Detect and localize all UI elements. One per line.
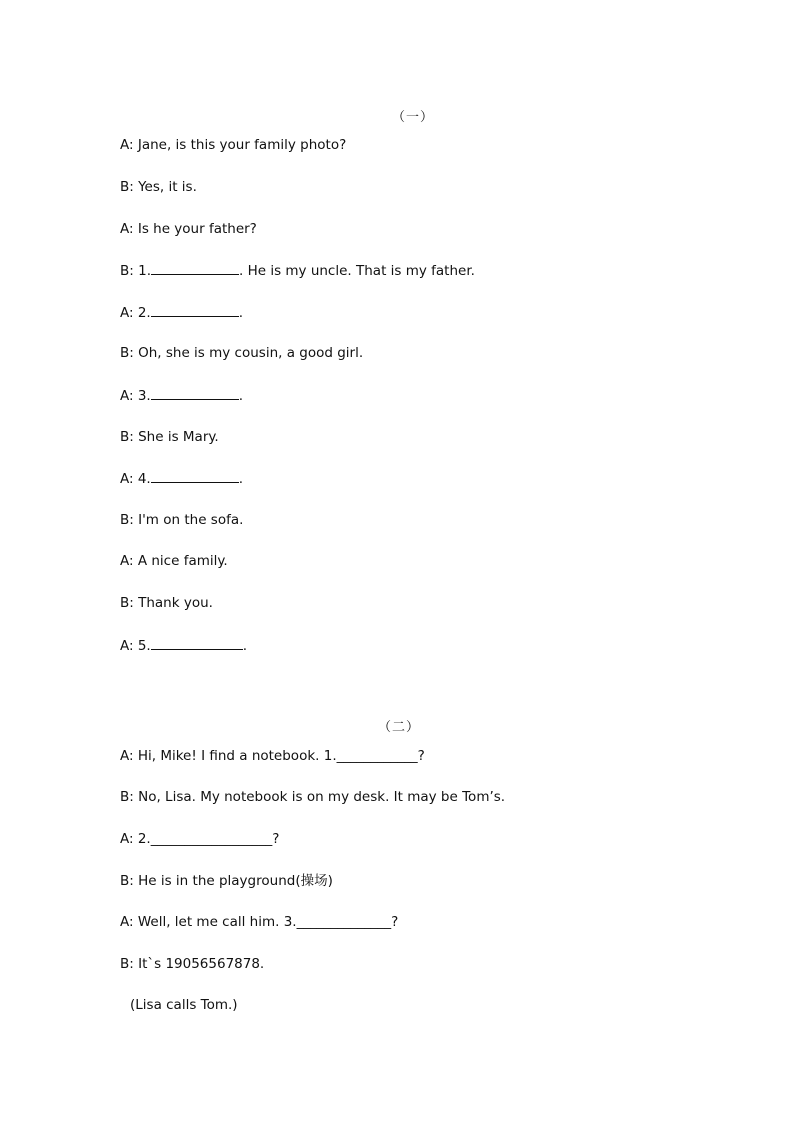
dialogue-text: B: He is in the playground(操场) <box>120 873 333 889</box>
dialogue-line <box>120 511 243 529</box>
dialogue-line <box>120 872 333 890</box>
dialogue-text: . <box>238 305 244 321</box>
answer-blank-3[interactable] <box>151 386 239 400</box>
dialogue-line <box>120 469 243 488</box>
answer-blank-1[interactable] <box>151 261 239 275</box>
dialogue-line <box>120 303 243 322</box>
dialogue-line <box>120 955 264 973</box>
dialogue-line <box>120 594 213 612</box>
answer-blank-2[interactable] <box>151 303 239 317</box>
dialogue-line <box>120 220 257 238</box>
dialogue-line <box>120 428 219 446</box>
dialogue-line <box>120 261 475 280</box>
stage-direction <box>130 996 238 1014</box>
dialogue-line <box>120 636 247 655</box>
dialogue-line <box>120 913 398 931</box>
dialogue-text: A: 5. <box>120 638 151 654</box>
dialogue-text: B: She is Mary. <box>120 429 219 445</box>
dialogue-text: . <box>238 388 244 404</box>
dialogue-text: A: Well, let me call him. 3.______________? <box>120 914 399 930</box>
dialogue-line <box>120 788 505 806</box>
section-title-1: （一） <box>392 110 435 125</box>
dialogue-line <box>120 178 197 196</box>
dialogue-text: A: 3. <box>120 388 151 404</box>
dialogue-text: A: 2.__________________? <box>120 831 280 847</box>
dialogue-text: B: Thank you. <box>120 595 213 611</box>
answer-blank-5[interactable] <box>151 636 243 650</box>
dialogue-text: B: No, Lisa. My notebook is on my desk. It may be Tom’s. <box>120 789 506 805</box>
dialogue-line <box>120 344 363 362</box>
dialogue-text: A: Is he your father? <box>120 221 257 237</box>
dialogue-text: B: Oh, she is my cousin, a good girl. <box>120 345 364 361</box>
dialogue-text: B: 1. <box>120 263 151 279</box>
section-title-2: （二） <box>378 720 421 735</box>
answer-blank-4[interactable] <box>151 469 239 483</box>
dialogue-line <box>120 136 346 154</box>
dialogue-line <box>120 747 425 765</box>
dialogue-text: B: It`s 19056567878. <box>120 956 265 972</box>
dialogue-line <box>120 552 228 570</box>
dialogue-text: B: I'm on the sofa. <box>120 512 244 528</box>
dialogue-text: A: Jane, is this your family photo? <box>120 137 347 153</box>
dialogue-line <box>120 386 243 405</box>
dialogue-text: A: A nice family. <box>120 553 228 569</box>
dialogue-text: . <box>238 471 244 487</box>
dialogue-text: . <box>242 638 248 654</box>
dialogue-text: A: 2. <box>120 305 151 321</box>
dialogue-text: (Lisa calls Tom.) <box>130 997 238 1013</box>
dialogue-text: B: Yes, it is. <box>120 179 197 195</box>
dialogue-text: A: Hi, Mike! I find a notebook. 1.____________? <box>120 748 425 764</box>
dialogue-text: A: 4. <box>120 471 151 487</box>
dialogue-line <box>120 830 279 848</box>
dialogue-text: . He is my uncle. That is my father. <box>238 263 475 279</box>
